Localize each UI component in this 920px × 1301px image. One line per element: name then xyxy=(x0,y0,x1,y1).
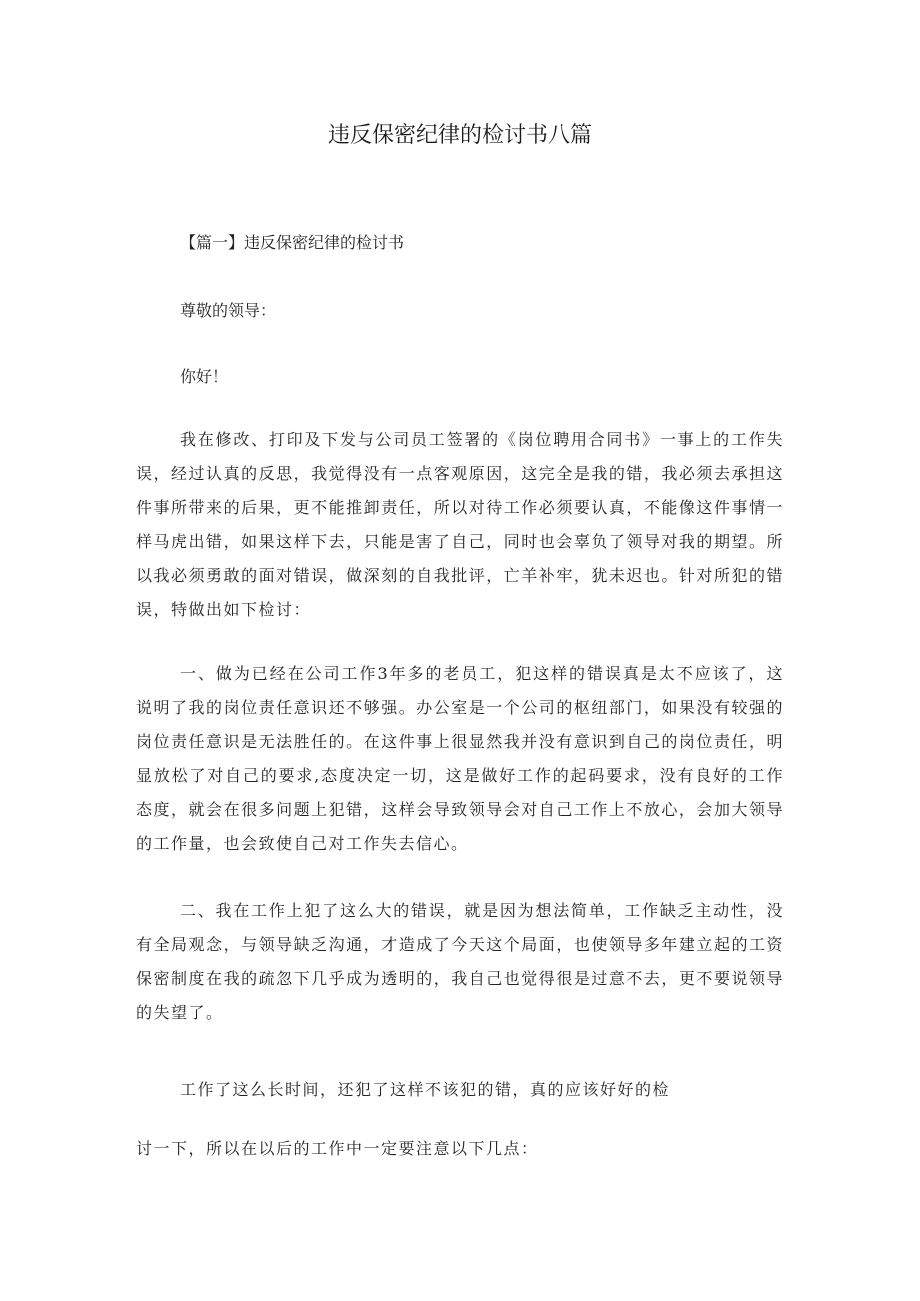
paragraph-4-line-1: 工作了这么长时间，还犯了这样不该犯的错，真的应该好好的检 xyxy=(180,1080,671,1099)
document-title: 违反保密纪律的检讨书八篇 xyxy=(327,123,592,148)
paragraph-4-line-2: 讨一下，所以在以后的工作中一定要注意以下几点： xyxy=(136,1139,539,1158)
greeting: 你好！ xyxy=(180,367,229,386)
paragraph-3: 二、我在工作上犯了这么大的错误，就是因为想法简单，工作缺乏主动性，没有全局观念，与领导缺乏沟通，才造成了今天这个局面，也使领导多年建立起的工资保密制度在我的疏忽下几乎成为透明的，我自己也觉得很是过意不去，更不要说领导的失望了。 xyxy=(136,901,784,1022)
salutation: 尊敬的领导： xyxy=(180,301,277,320)
paragraph-1: 我在修改、打印及下发与公司员工签署的《岗位聘用合同书》一事上的工作失误，经过认真的反思，我觉得没有一点客观原因，这完全是我的错，我必须去承担这件事所带来的后果，更不能推卸责任，所以对待工作必须要认真，不能像这件事情一样马虎出错，如果这样下去，只能是害了自己，同时也会辜负了领导对我的期望。所以我必须勇敢的面对错误，做深刻的自我批评，亡羊补牢，犹未迟也。针对所犯的错误，特做出如下检讨： xyxy=(136,430,784,619)
section-heading: 【篇一】违反保密纪律的检讨书 xyxy=(180,233,405,252)
paragraph-2: 一、做为已经在公司工作3年多的老员工，犯这样的错误真是太不应该了，这说明了我的岗位责任意识还不够强。办公室是一个公司的枢纽部门，如果没有较强的岗位责任意识是无法胜任的。在这件事上很显然我并没有意识到自己的岗位责任，明显放松了对自己的要求,态度决定一切，这是做好工作的起码要求，没有良好的工作态度，就会在很多问题上犯错，这样会导致领导会对自己工作上不放心，会加大领导的工作量，也会致使自己对工作失去信心。 xyxy=(136,664,784,853)
